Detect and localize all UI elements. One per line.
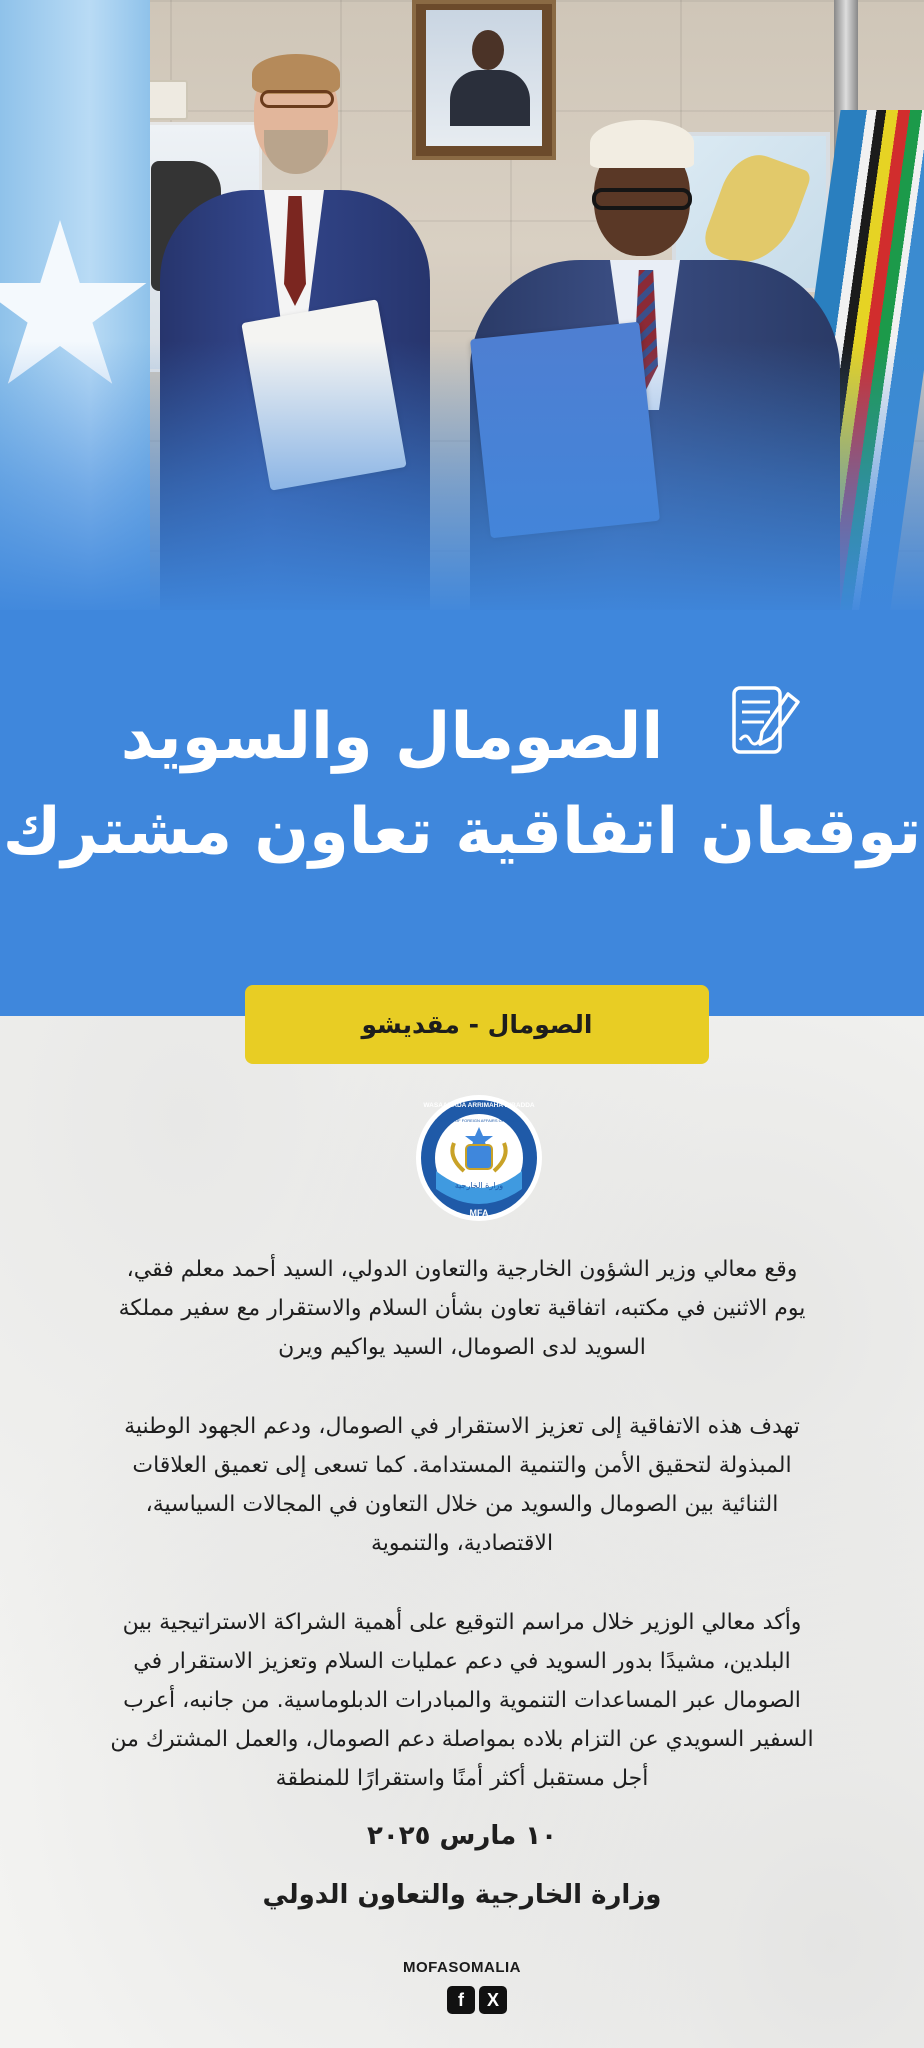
paragraph-line: المبذولة لتحقيق الأمن والتنمية المستدامة. كما تسعى إلى تعميق العلاقات [132,1453,792,1478]
paragraph-line: الصومال عبر المساعدات التنموية والمبادرات الدبلوماسية. من جانبه، أعرب [123,1688,801,1713]
location-badge [245,985,709,1064]
seal-top-text: WASAARADA ARRIMAHA DIBADDA [423,1102,535,1109]
paragraph-line: السفير السويدي عن التزام بلاده بمواصلة دعم الصومال، والعمل المشترك من [110,1727,814,1752]
paragraph-line: الاقتصادية، والتنموية [370,1531,554,1556]
paragraph-2 [70,1407,854,1563]
social-links [447,1986,507,2016]
paragraph-line: تهدف هذه الاتفاقية إلى تعزيز الاستقرار في الصومال، ودعم الجهود الوطنية [124,1414,800,1439]
paragraph-line: السويد لدى الصومال، السيد يواكيم ويرن [278,1335,646,1360]
x-icon[interactable]: X [479,1986,507,2014]
seal-abbr: MFA [469,1208,489,1218]
photo-fade-overlay [0,0,924,620]
paragraph-line: البلدين، مشيدًا بدور السويد في دعم عمليات السلام وتعزيز الاستقرار في [133,1649,791,1674]
paragraph-line: الثنائية بين الصومال والسويد من خلال التعاون في المجالات السياسية، [145,1492,779,1517]
page-title-line2: توقعان اتفاقية تعاون مشترك [2,795,922,869]
page-title-line1: الصومال والسويد [120,700,664,774]
paragraph-line: يوم الاثنين في مكتبه، اتفاقية تعاون بشأن السلام والاستقرار مع سفير مملكة [118,1296,806,1321]
seal-ring-text: MINISTRY OF FOREIGN AFFAIRS OF SOMALIA [434,1118,524,1123]
paragraph-3 [70,1603,854,1798]
social-handle: MOFASOMALIA [403,1959,521,1976]
facebook-icon[interactable]: f [447,1986,475,2014]
location-text: الصومال - مقديشو [361,1010,593,1039]
release-date: ١٠ مارس ٢٠٢٥ [366,1821,558,1851]
ministry-seal-icon [414,1093,544,1223]
paragraph-line: وقع معالي وزير الشؤون الخارجية والتعاون الدولي، السيد أحمد معلم فقي، [126,1257,798,1282]
paragraph-line: وأكد معالي الوزير خلال مراسم التوقيع على أهمية الشراكة الاستراتيجية بين [122,1610,802,1635]
seal-arabic: وزارة الخارجية [454,1181,504,1190]
hero-photo [0,0,924,620]
ministry-name: وزارة الخارجية والتعاون الدولي [262,1880,662,1910]
paragraph-line: أجل مستقبل أكثر أمنًا واستقرارًا للمنطقة [275,1766,649,1791]
paragraph-1 [70,1250,854,1367]
